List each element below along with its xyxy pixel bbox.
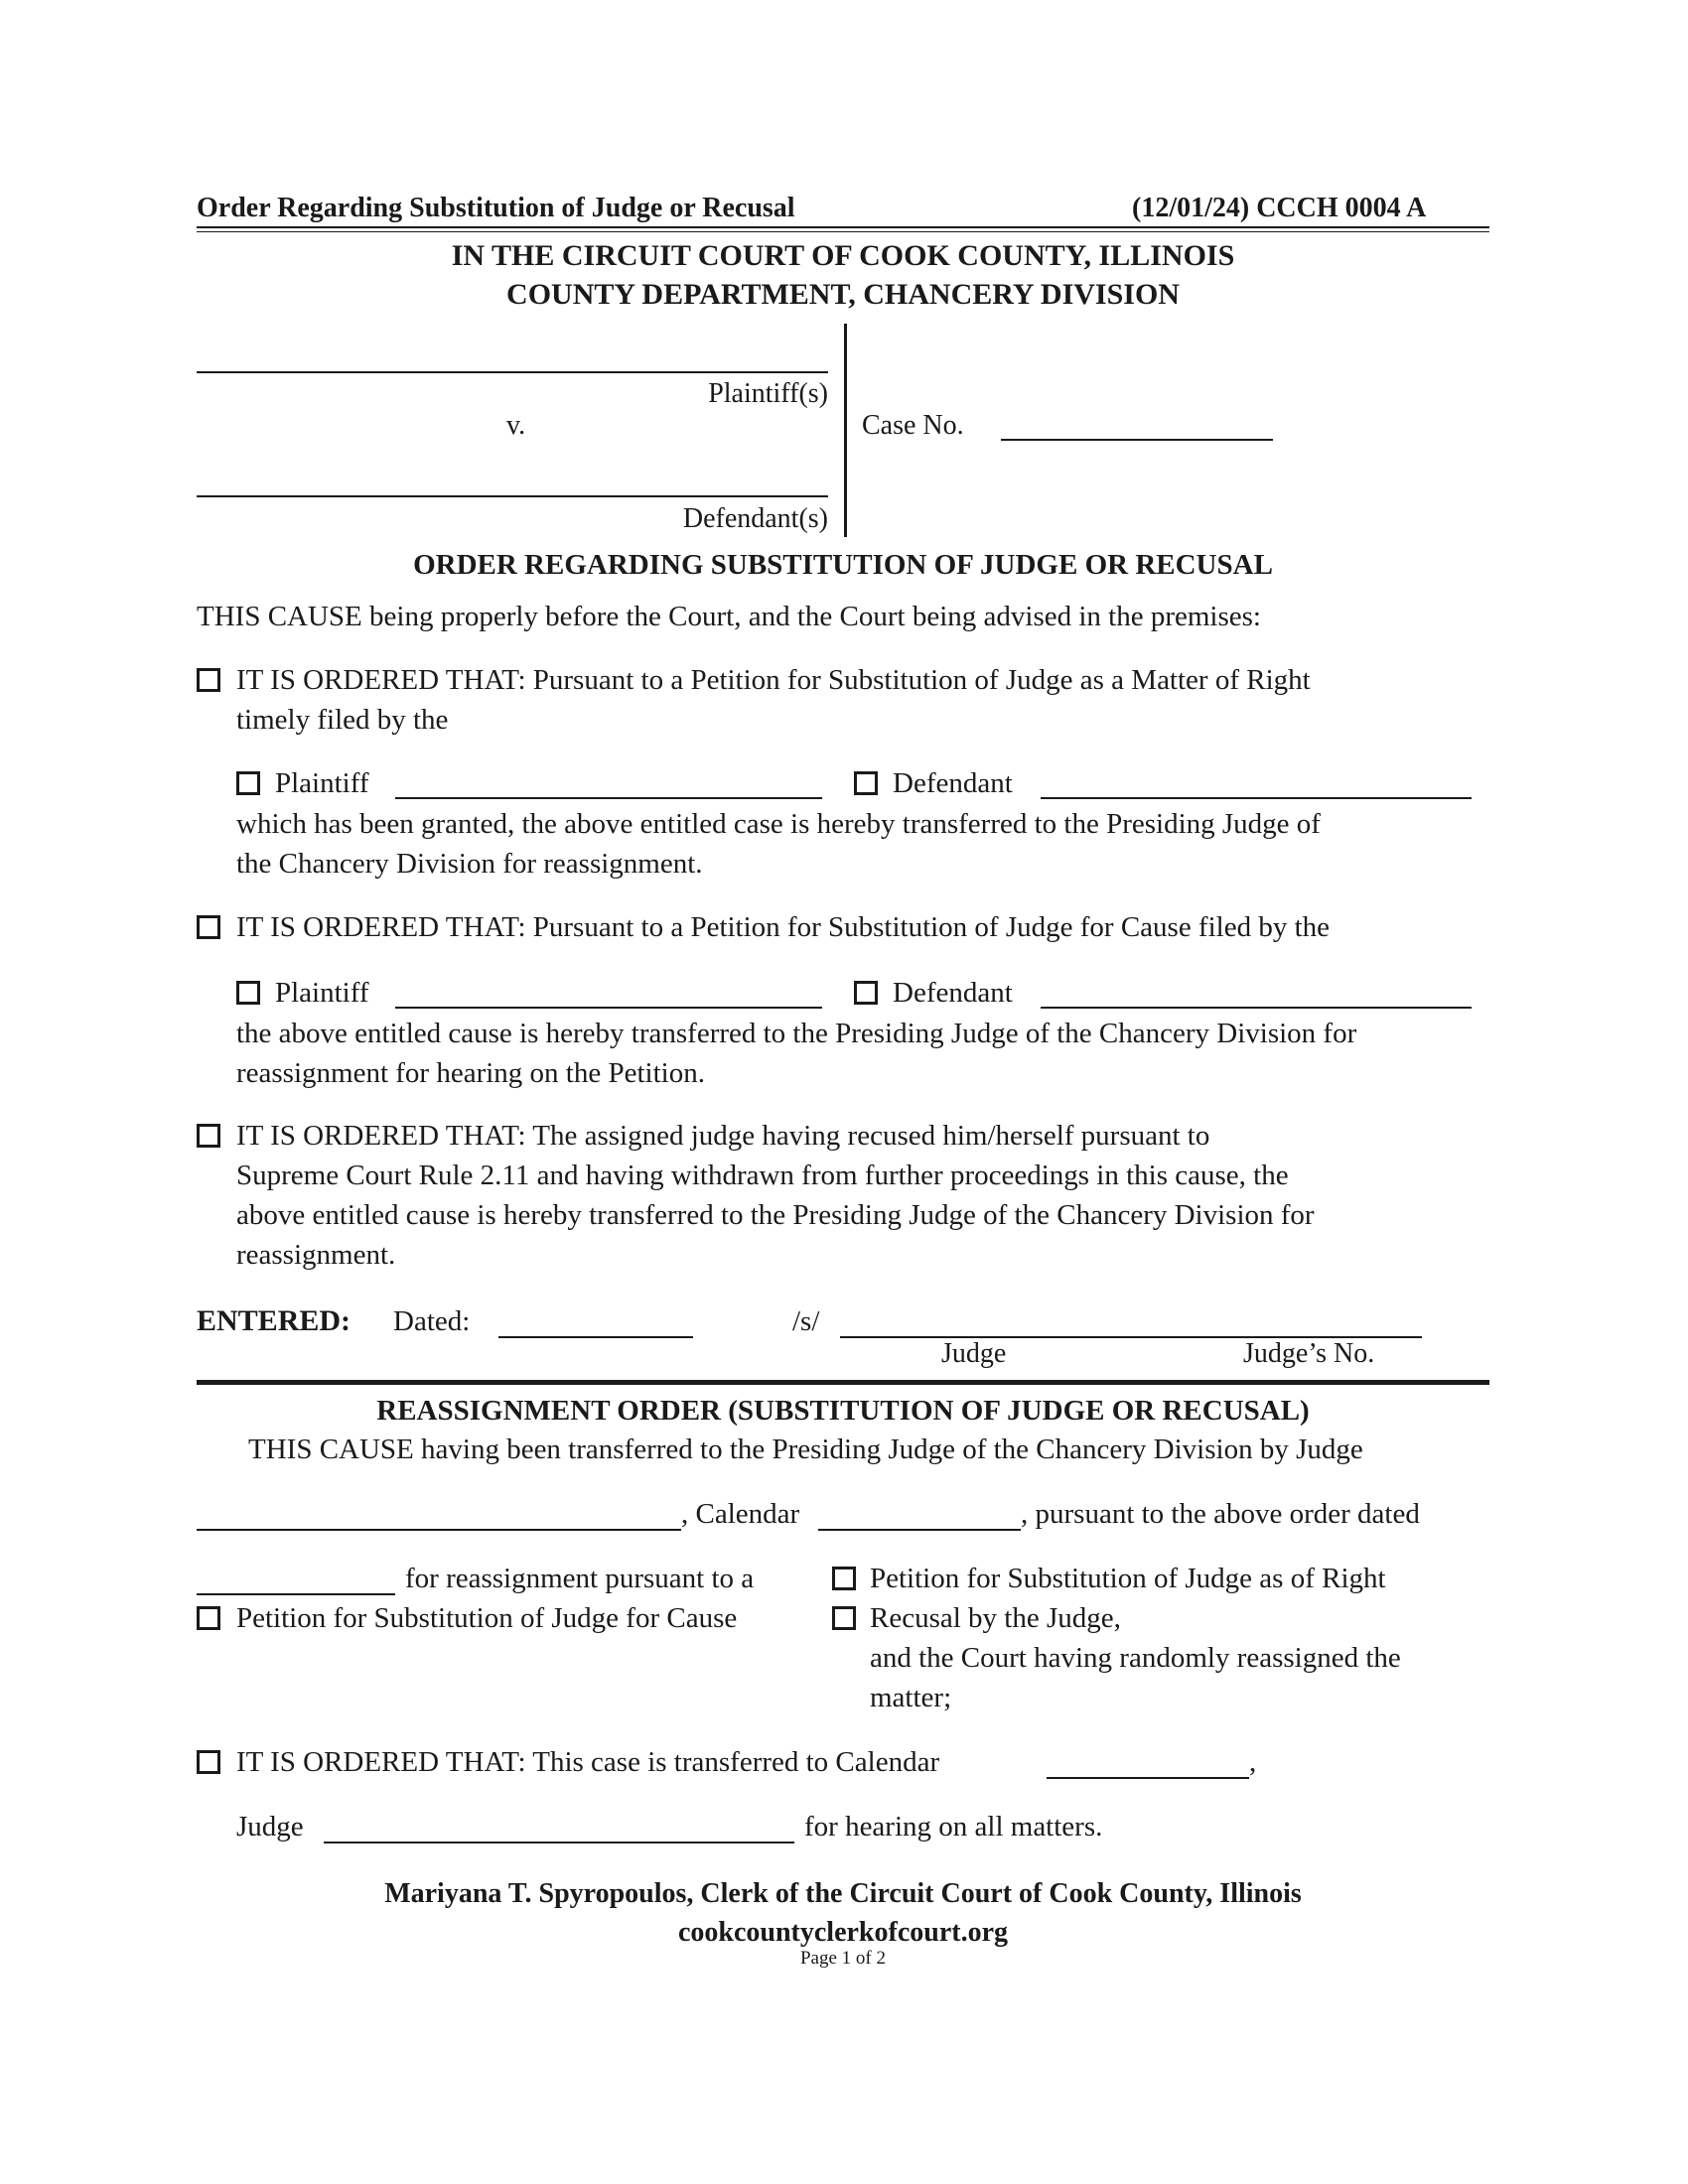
for-reassignment-text: for reassignment pursuant to a — [405, 1563, 755, 1594]
para2-plaintiff-field[interactable] — [395, 1007, 822, 1009]
case-no-field[interactable] — [1001, 439, 1273, 441]
caption-divider — [844, 324, 847, 537]
new-judge-field[interactable] — [324, 1842, 794, 1843]
transfer-text: IT IS ORDERED THAT: This case is transferred to Calendar — [236, 1746, 940, 1778]
form-code: (12/01/24) CCCH 0004 A — [1132, 193, 1427, 223]
para3-line2: Supreme Court Rule 2.11 and having withdrawn from further proceedings in this cause, the — [236, 1160, 1289, 1191]
transferring-judge-field[interactable] — [197, 1529, 681, 1531]
para1-after-line1: which has been granted, the above entitled case is hereby transferred to the Presiding Judge of — [236, 808, 1321, 840]
court-line-2: COUNTY DEPARTMENT, CHANCERY DIVISION — [506, 278, 1180, 311]
defendant-name-field[interactable] — [197, 495, 828, 497]
para2-line1: IT IS ORDERED THAT: Pursuant to a Petition for Substitution of Judge for Cause filed by the — [236, 911, 1331, 943]
transfer-comma: , — [1249, 1746, 1257, 1778]
order-recusal-checkbox[interactable] — [197, 1124, 220, 1148]
reassignment-line1: THIS CAUSE having been transferred to the Presiding Judge of the Chancery Division by Judge — [248, 1433, 1363, 1465]
judge-no-caption: Judge’s No. — [1243, 1338, 1375, 1369]
judge-label: Judge — [236, 1811, 304, 1843]
defendant-label: Defendant(s) — [682, 503, 828, 534]
versus-label: v. — [506, 410, 526, 441]
para2-after-line1: the above entitled cause is hereby transferred to the Presiding Judge of the Chancery Division for — [236, 1018, 1357, 1049]
pursuant-text: , pursuant to the above order dated — [1021, 1498, 1420, 1530]
opt-recusal-label: Recusal by the Judge, — [870, 1602, 1121, 1634]
right-checkbox[interactable] — [832, 1567, 856, 1590]
calendar-field[interactable] — [818, 1529, 1021, 1531]
reassignment-title: REASSIGNMENT ORDER (SUBSTITUTION OF JUDGE OR RECUSAL) — [376, 1395, 1310, 1427]
hearing-text: for hearing on all matters. — [804, 1811, 1103, 1843]
plaintiff-name-field[interactable] — [197, 371, 828, 373]
opt-right-label: Petition for Substitution of Judge as of Right — [870, 1563, 1386, 1594]
para1-plaintiff-field[interactable] — [395, 797, 822, 799]
order-right-checkbox[interactable] — [197, 668, 220, 692]
dated-field[interactable] — [498, 1336, 693, 1338]
para2-plaintiff-label: Plaintiff — [275, 977, 369, 1009]
clerk-line: Mariyana T. Spyropoulos, Clerk of the Circuit Court of Cook County, Illinois — [384, 1878, 1302, 1909]
page-number: Page 1 of 2 — [799, 1948, 886, 1969]
case-no-label: Case No. — [862, 410, 964, 441]
order-date-field[interactable] — [197, 1593, 395, 1595]
para1-defendant-label: Defendant — [893, 767, 1013, 799]
para3-line3: above entitled cause is hereby transferred to the Presiding Judge of the Chancery Division for — [236, 1199, 1315, 1231]
transfer-checkbox[interactable] — [197, 1750, 220, 1774]
entered-label: ENTERED: — [197, 1304, 352, 1337]
cause-checkbox[interactable] — [197, 1606, 220, 1630]
order-title: ORDER REGARDING SUBSTITUTION OF JUDGE OR RECUSAL — [413, 549, 1273, 581]
header-rule-2 — [197, 231, 1489, 232]
order-cause-checkbox[interactable] — [197, 915, 220, 939]
para1-line1: IT IS ORDERED THAT: Pursuant to a Petition for Substitution of Judge as a Matter of Right — [236, 664, 1311, 696]
court-random-line1: and the Court having randomly reassigned the — [870, 1642, 1401, 1674]
para1-defendant-checkbox[interactable] — [854, 771, 878, 795]
judge-caption: Judge — [941, 1338, 1007, 1369]
para1-after-line2: the Chancery Division for reassignment. — [236, 848, 703, 880]
dated-label: Dated: — [393, 1305, 471, 1337]
court-line-1: IN THE CIRCUIT COURT OF COOK COUNTY, ILLINOIS — [451, 239, 1235, 272]
order-intro: THIS CAUSE being properly before the Court, and the Court being advised in the premises: — [197, 601, 1261, 632]
calendar-text: , Calendar — [681, 1498, 800, 1530]
website-link[interactable]: cookcountyclerkofcourt.org — [677, 1917, 1009, 1948]
para2-defendant-checkbox[interactable] — [854, 981, 878, 1005]
court-random-line2: matter; — [870, 1682, 952, 1713]
para3-line1: IT IS ORDERED THAT: The assigned judge having recused him/herself pursuant to — [236, 1120, 1210, 1152]
para3-line4: reassignment. — [236, 1239, 396, 1271]
para2-after-line2: reassignment for hearing on the Petition. — [236, 1057, 705, 1089]
para2-defendant-label: Defendant — [893, 977, 1013, 1009]
new-calendar-field[interactable] — [1047, 1777, 1249, 1779]
signature-prefix: /s/ — [792, 1305, 820, 1337]
para1-line2: timely filed by the — [236, 704, 449, 736]
para1-plaintiff-label: Plaintiff — [275, 767, 369, 799]
header-rule-1 — [197, 226, 1489, 228]
opt-cause-label: Petition for Substitution of Judge for Cause — [236, 1602, 738, 1634]
form-title: Order Regarding Substitution of Judge or Recusal — [197, 193, 795, 223]
recusal-checkbox[interactable] — [832, 1606, 856, 1630]
section-divider — [197, 1380, 1489, 1385]
para1-defendant-field[interactable] — [1041, 797, 1472, 799]
para1-plaintiff-checkbox[interactable] — [236, 771, 260, 795]
para2-defendant-field[interactable] — [1041, 1007, 1472, 1009]
para2-plaintiff-checkbox[interactable] — [236, 981, 260, 1005]
plaintiff-label: Plaintiff(s) — [708, 378, 828, 409]
